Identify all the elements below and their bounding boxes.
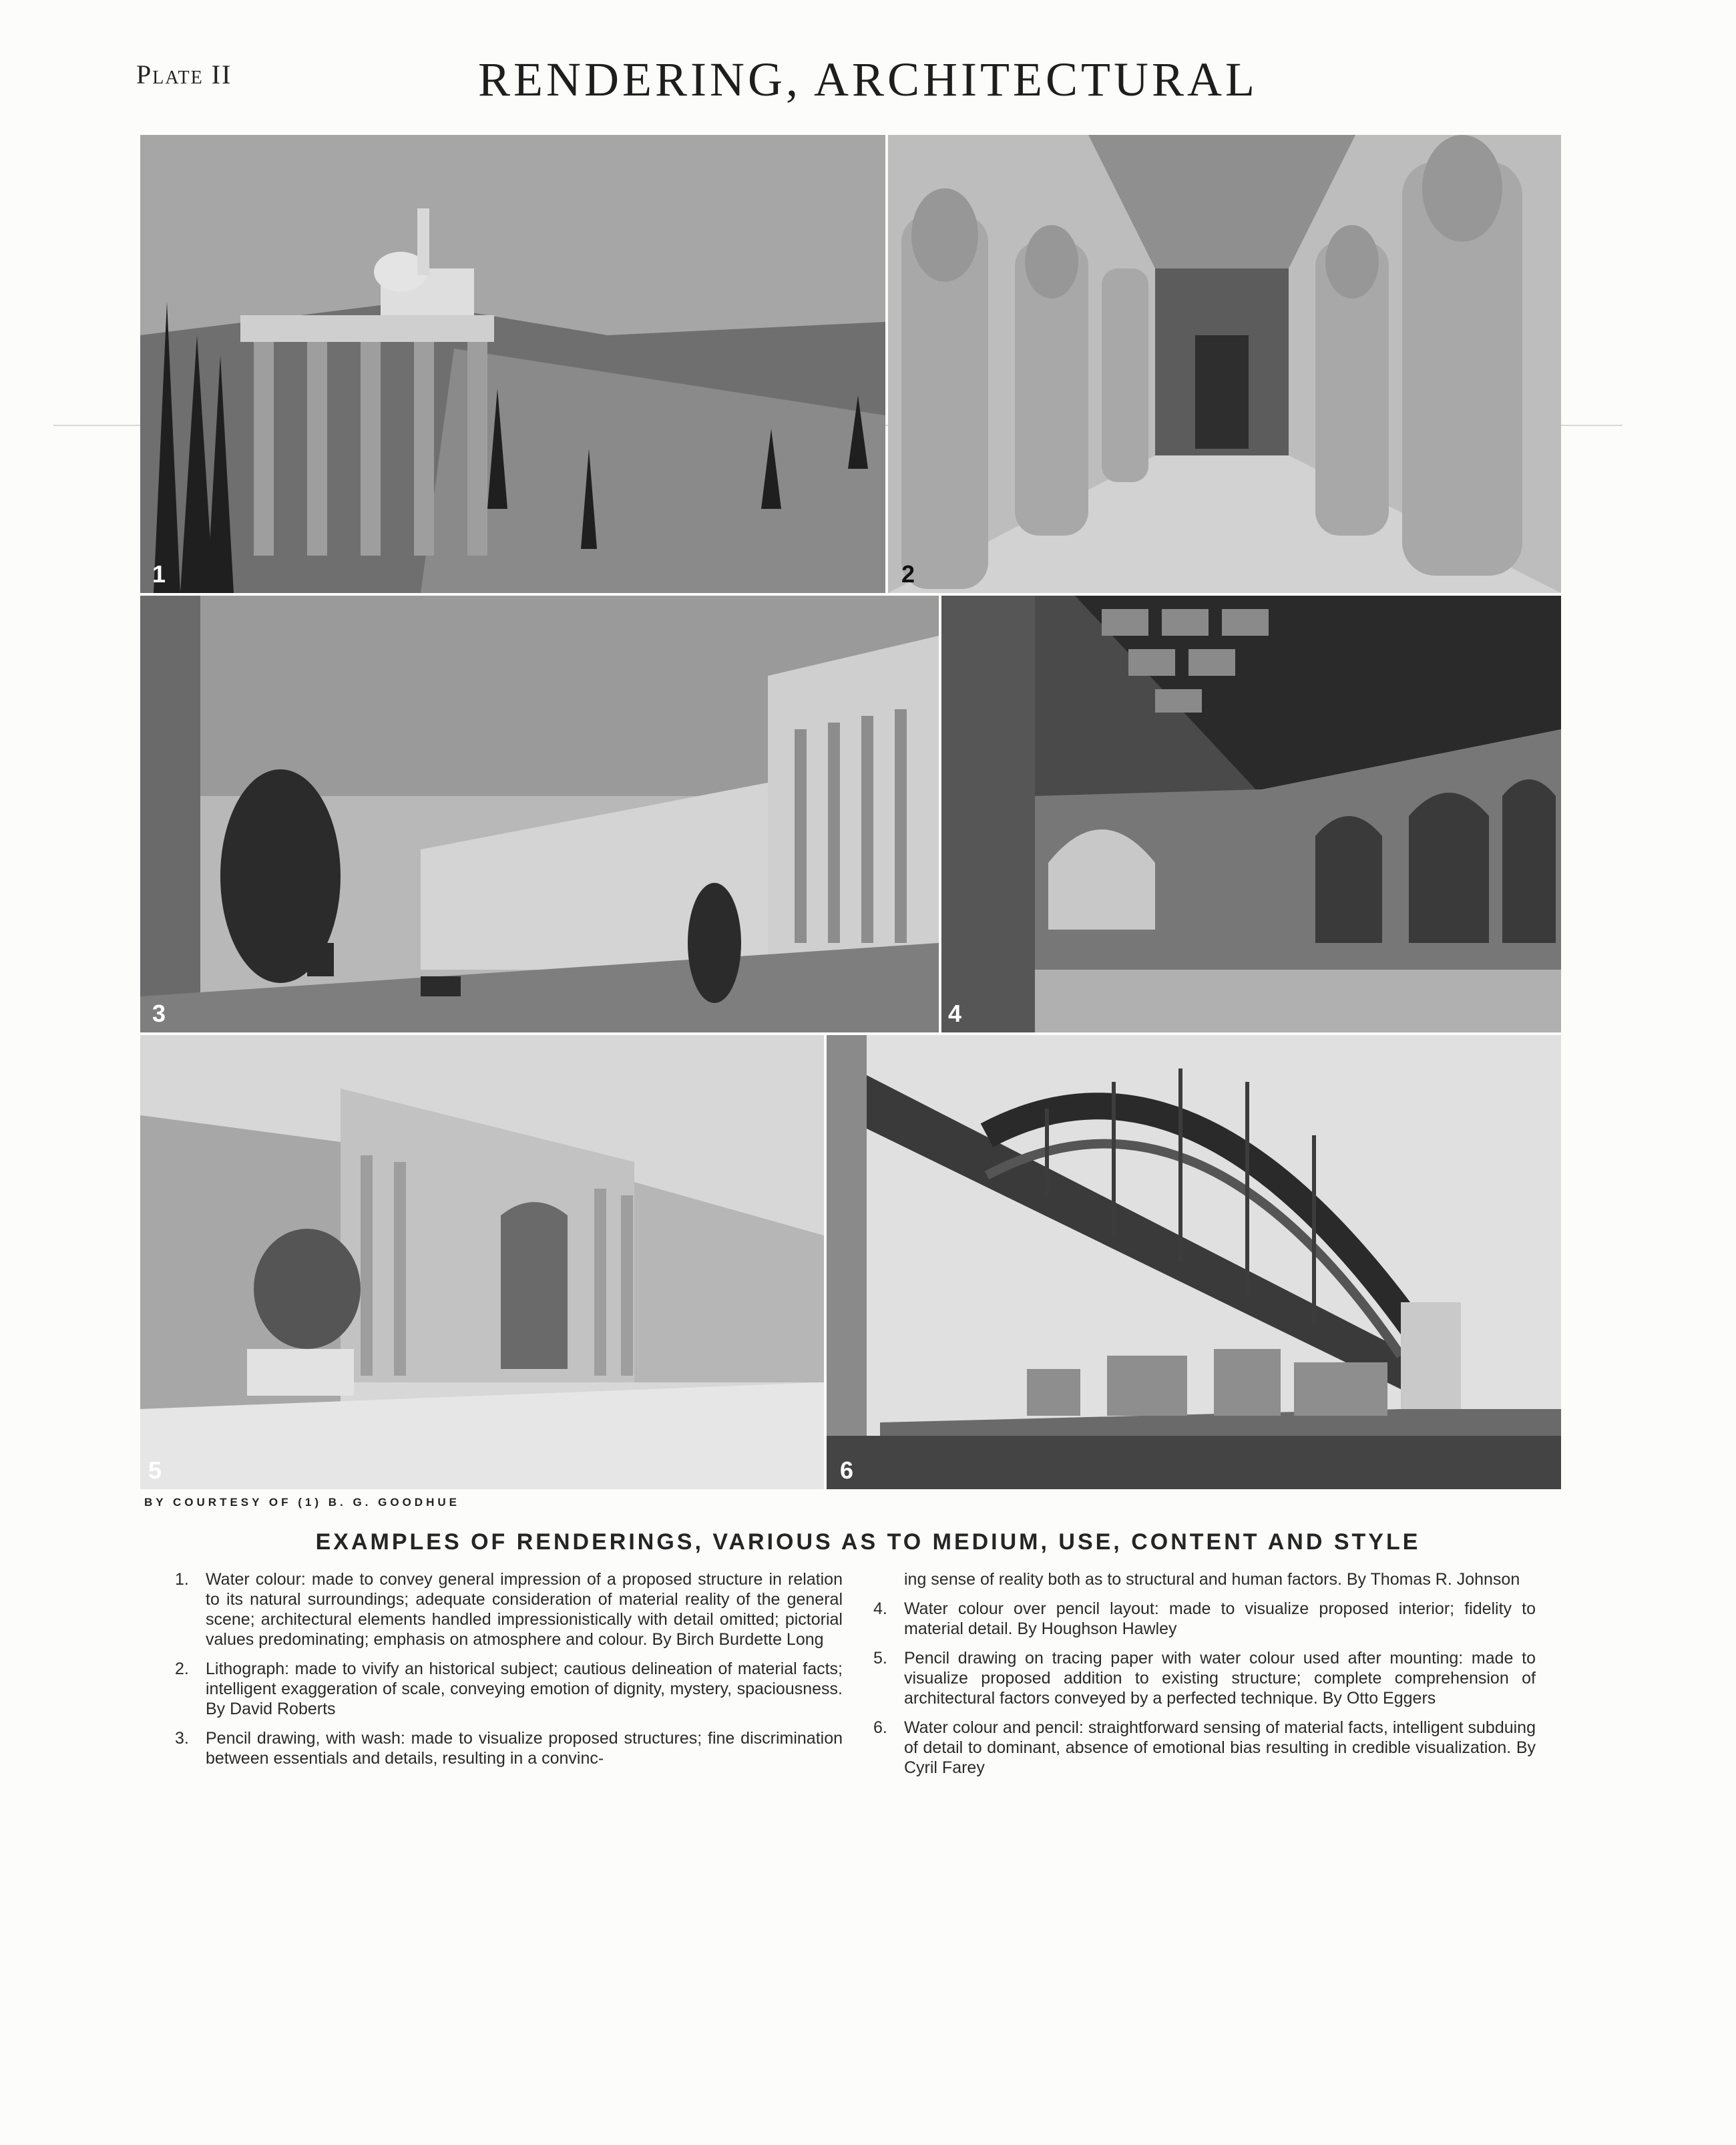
caption-item (175, 1569, 843, 1649)
figure-number: 3 (152, 1000, 166, 1027)
avenue-illustration (140, 596, 939, 1032)
caption-item-number: 6. (873, 1718, 887, 1737)
plate-label: Plate II (136, 59, 232, 89)
caption-item-text: Pencil drawing, with wash: made to visualize proposed structures; fine discrimination between essentials and details, resulting in a convinc- (206, 1729, 843, 1768)
figure-1-hill-town-watercolour (140, 135, 885, 593)
figure-2-temple-lithograph (888, 135, 1561, 593)
figure-number: 2 (901, 560, 915, 588)
caption-column-right (873, 1569, 1536, 1787)
figure-number: 5 (148, 1456, 162, 1484)
hill-town-illustration (140, 135, 885, 593)
caption-column-left (175, 1569, 843, 1778)
caption-item (873, 1648, 1536, 1708)
caption-item-text: Water colour: made to convey general impression of a proposed structure in relation to its natural surroundings; adequate consideration of material reality of the general scene; architectural elements handled impressionistically with detail omitted; pictorial values predominating; emphasis on atmosphere and colour. By Birch Burdette Long (206, 1570, 843, 1649)
caption-item (873, 1718, 1536, 1778)
figure-5-museum-pencil-drawing (140, 1035, 824, 1489)
caption-item (175, 1659, 843, 1719)
caption-item-text: Pencil drawing on tracing paper with water colour used after mounting: made to visualize proposed addition to existing structure; complete comprehension of architectural factors conveyed by a perfected technique. By Otto Eggers (904, 1649, 1536, 1708)
figure-number: 4 (948, 1000, 962, 1027)
temple-interior-illustration (888, 135, 1561, 593)
museum-illustration (140, 1035, 824, 1489)
caption-item-text: Lithograph: made to vivify an historical subject; cautious delineation of material facts; intelligent exaggeration of scale, conveying emotion of dignity, mystery, spaciousness. By David Roberts (206, 1660, 843, 1718)
figure-number: 6 (840, 1456, 854, 1484)
caption-item (873, 1599, 1536, 1639)
figure-3-avenue-pencil-wash (140, 596, 939, 1032)
photo-credit: BY COURTESY OF (1) B. G. GOODHUE (144, 1496, 460, 1509)
caption-item-text: Water colour and pencil: straightforward sensing of material facts, intelligent subduing of detail to dominant, absence of emotional bias resulting in credible visualization. By Cyril Farey (904, 1718, 1536, 1777)
page-title: RENDERING, ARCHITECTURAL (478, 53, 1258, 106)
caption-item-number: 4. (873, 1599, 887, 1618)
caption-item-text: Water colour over pencil layout: made to visualize proposed interior; fidelity to material detail. By Houghson Hawley (904, 1599, 1536, 1638)
caption-item-number: 3. (175, 1729, 189, 1748)
caption-heading: EXAMPLES OF RENDERINGS, VARIOUS AS TO MEDIUM, USE, CONTENT AND STYLE (315, 1529, 1421, 1555)
caption-item-continuation: ing sense of reality both as to structural and human factors. By Thomas R. Johnson (904, 1570, 1520, 1589)
caption-item-number: 1. (175, 1570, 189, 1589)
caption-item (175, 1728, 843, 1768)
interior-hall-illustration (941, 596, 1561, 1032)
figure-4-interior-watercolour (941, 596, 1561, 1032)
caption-item-number: 2. (175, 1660, 189, 1678)
figure-number: 1 (152, 560, 166, 588)
figure-6-bridge-watercolour (827, 1035, 1561, 1489)
caption-item-number: 5. (873, 1649, 887, 1668)
arch-bridge-illustration (827, 1035, 1561, 1489)
